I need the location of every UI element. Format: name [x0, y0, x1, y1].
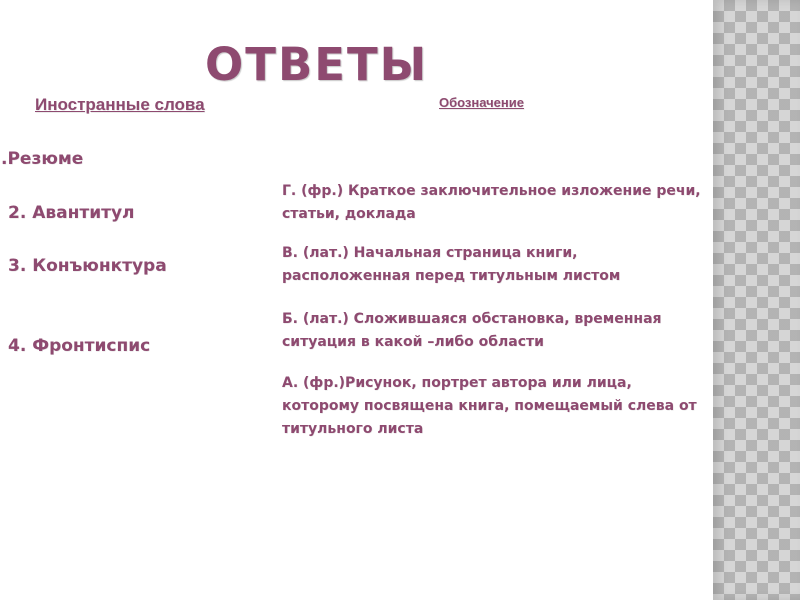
meaning-item: Б. (лат.) Сложившаяся обстановка, временная ситуация в какой –либо области [282, 311, 662, 350]
page-title: ОТВЕТЫ [205, 38, 429, 91]
foreign-word-item: 2. Авантитул [8, 203, 135, 223]
meaning-item: Г. (фр.) Краткое заключительное изложение речи, статьи, доклада [282, 183, 701, 222]
decorative-side-pattern [713, 0, 800, 600]
meaning-item: В. (лат.) Начальная страница книги, расположенная перед титульным листом [282, 245, 621, 284]
foreign-words-header: Иностранные слова [35, 95, 205, 114]
foreign-word-item: 3. Конъюнктура [8, 256, 167, 276]
meaning-header: Обозначение [439, 95, 524, 110]
meaning-item: А. (фр.)Рисунок, портрет автора или лица, которому посвящена книга, помещаемый слева от титульного листа [282, 375, 697, 437]
foreign-word-item: .Резюме [1, 149, 84, 169]
foreign-word-item: 4. Фронтиспис [8, 336, 151, 356]
